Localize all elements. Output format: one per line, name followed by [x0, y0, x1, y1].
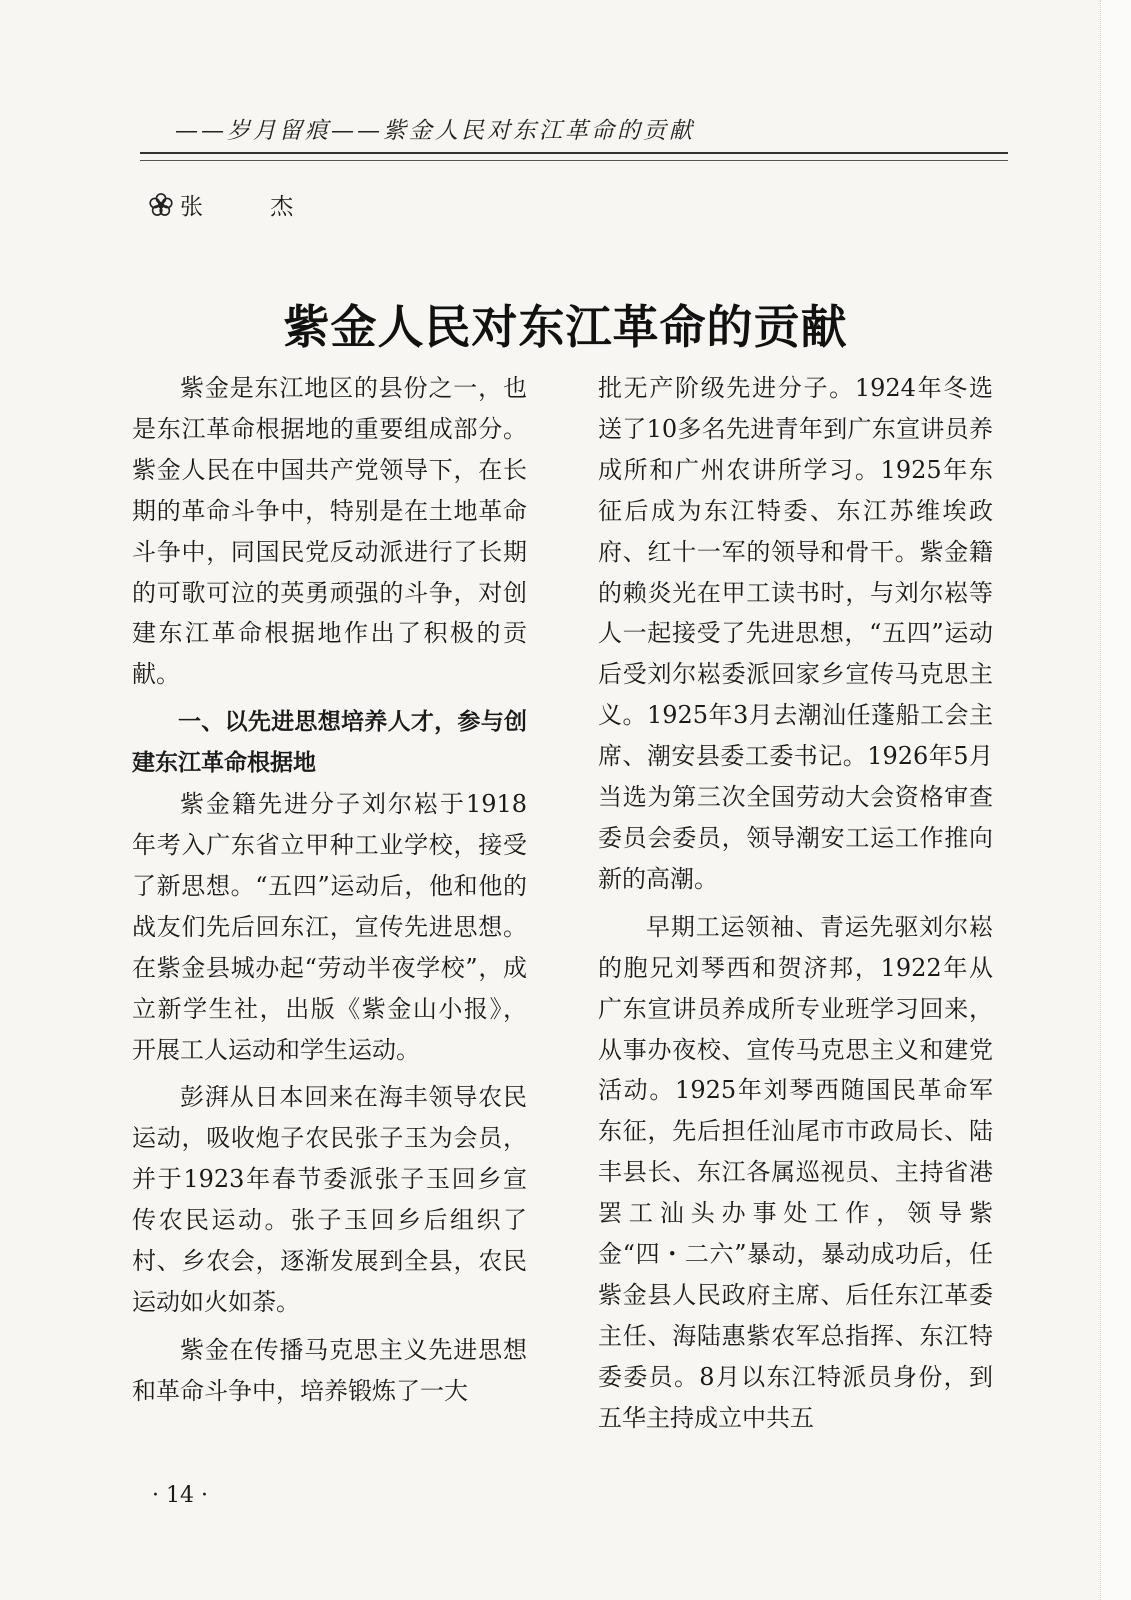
paragraph: 紫金在传播马克思主义先进思想和革命斗争中，培养锻炼了一大 [132, 1335, 527, 1405]
running-header: ——岁月留痕——紫金人民对东江革命的贡献 [175, 118, 695, 144]
author-name: 张 杰 [180, 194, 324, 220]
flower-icon [148, 192, 174, 218]
header-rule [140, 152, 1008, 154]
paragraph: 早期工运领袖、青运先驱刘尔崧的胞兄刘琴西和贺济邦，1922年从广东宣讲员养成所专业班学习回来，从事办夜校、宣传马克思主义和建党活动。1925年刘琴西随国民革命军东征，先后担任汕尾市市政局长、陆丰县长、东江各属巡视员、主持省港罢工汕头办事处工作，领导紫金“四・二六”暴动，暴动成功后，任紫金县人民政府主席、后任东江革委主任、海陆惠紫农军总指挥、东江特委委员。8月以东江特派员身份，到五华主持成立中共五 [598, 912, 993, 1432]
article-title: 紫金人民对东江革命的贡献 [283, 299, 848, 354]
page-number: · 14 · [152, 1483, 208, 1508]
section-heading: 一、以先进思想培养人才，参与创建东江革命根据地 [132, 709, 527, 777]
left-column [132, 368, 527, 1412]
page-edge [1100, 0, 1131, 1600]
author-line [148, 188, 323, 221]
paragraph: 彭湃从日本回来在海丰领导农民运动，吸收炮子农民张子玉为会员，并于1923年春节委派张子玉回乡宣传农民运动。张子玉回乡后组织了村、乡农会，逐渐发展到全县，农民运动如火如荼。 [132, 1083, 527, 1316]
right-column [598, 368, 993, 1439]
paragraph: 批无产阶级先进分子。1924年冬选送了10多名先进青年到广东宣讲员养成所和广州农讲所学习。1925年东征后成为东江特委、东江苏维埃政府、红十一军的领导和骨干。紫金籍的赖炎光在甲工读书时，与刘尔崧等人一起接受了先进思想，“五四”运动后受刘尔崧委派回家乡宣传马克思主义。1925年3月去潮汕任蓬船工会主席、潮安县委工委书记。1926年5月当选为第三次全国劳动大会资格审查委员会委员，领导潮安工运工作推向新的高潮。 [598, 374, 993, 893]
paragraph: 紫金是东江地区的县份之一，也是东江革命根据地的重要组成部分。紫金人民在中国共产党领导下，在长期的革命斗争中，特别是在土地革命斗争中，同国民党反动派进行了长期的可歌可泣的英勇顽强的斗争，对创建东江革命根据地作出了积极的贡献。 [132, 374, 527, 689]
paragraph: 紫金籍先进分子刘尔崧于1918年考入广东省立甲种工业学校，接受了新思想。“五四”运动后，他和他的战友们先后回东江，宣传先进思想。在紫金县城办起“劳动半夜学校”，成立新学生社，出版《紫金山小报》，开展工人运动和学生运动。 [132, 790, 527, 1064]
header-rule-thin [140, 160, 1008, 161]
